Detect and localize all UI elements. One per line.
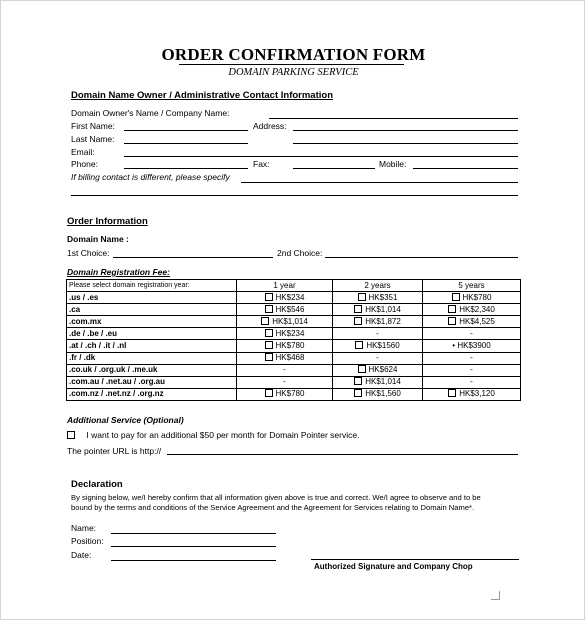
price-text: - (283, 377, 286, 387)
additional-heading: Additional Service (Optional) (67, 415, 184, 425)
price-text: - (283, 365, 286, 375)
price-checkbox[interactable] (448, 389, 456, 397)
price-text: HK$1,872 (365, 316, 401, 326)
pointer-service-text: I want to pay for an additional $50 per month for Domain Pointer service. (86, 430, 360, 440)
address-label: Address: (253, 121, 287, 131)
fees-row-domain: .de / .be / .eu (67, 328, 237, 340)
price-text: HK$2,340 (459, 304, 495, 314)
price-text: HK$1,014 (365, 377, 401, 387)
billing-contact-field-line2[interactable] (71, 195, 518, 196)
fees-row (67, 352, 521, 364)
price-text: HK$468 (275, 353, 305, 363)
price-text: HK$1,014 (272, 316, 308, 326)
fees-col-2-years: 2 years (333, 280, 423, 292)
order-heading: Order Information (67, 216, 148, 227)
fees-cell-2-years[interactable] (333, 316, 423, 328)
fees-cell-5-years (423, 340, 521, 352)
declaration-text-line1: By signing below, we/I hereby confirm that all information given above is true and correct. We/I agree to observe and to be (71, 493, 481, 502)
price-checkbox[interactable] (354, 377, 362, 385)
first-name-label: First Name: (71, 121, 115, 131)
fees-cell-2-years[interactable] (333, 388, 423, 400)
declaration-text-line2: bound by the terms and conditions of the Service Agreement and the Agreement for Services relating to Domain Name*. (71, 503, 475, 512)
price-text: - (376, 328, 379, 338)
signer-date-field[interactable] (111, 560, 276, 561)
signature-label: Authorized Signature and Company Chop (314, 562, 473, 571)
price-text: - (470, 353, 473, 363)
first-name-field[interactable] (124, 130, 248, 131)
fees-cell-5-years[interactable] (423, 316, 521, 328)
fees-cell-2-years (333, 328, 423, 340)
fees-cell-5-years (423, 376, 521, 388)
price-text: HK$234 (275, 328, 305, 338)
price-checkbox[interactable] (452, 293, 460, 301)
fees-cell-2-years[interactable] (333, 340, 423, 352)
fees-row-domain: .com.mx (67, 316, 237, 328)
price-text: - (470, 377, 473, 387)
price-checkbox[interactable] (354, 389, 362, 397)
first-choice-field[interactable] (113, 257, 273, 258)
fees-row-domain: .co.uk / .org.uk / .me.uk (67, 364, 237, 376)
fees-cell-1-year[interactable] (237, 292, 333, 304)
price-checkbox[interactable] (448, 317, 456, 325)
contact-heading: Domain Name Owner / Administrative Contact Information (71, 90, 333, 101)
fees-row-domain: .us / .es (67, 292, 237, 304)
fees-row (67, 292, 521, 304)
form-subtitle: DOMAIN PARKING SERVICE (228, 67, 359, 78)
fees-cell-1-year (237, 376, 333, 388)
fees-cell-2-years[interactable] (333, 376, 423, 388)
price-checkbox[interactable] (265, 293, 273, 301)
fees-cell-2-years (333, 352, 423, 364)
price-text: HK$3900 (457, 341, 491, 351)
billing-note: If billing contact is different, please specify (71, 172, 230, 182)
fees-cell-2-years[interactable] (333, 304, 423, 316)
fees-cell-1-year[interactable] (237, 388, 333, 400)
price-checkbox[interactable] (358, 365, 366, 373)
price-checkbox[interactable] (355, 341, 363, 349)
pointer-url-label: The pointer URL is http:// (67, 446, 162, 456)
price-checkbox[interactable] (358, 293, 366, 301)
fees-cell-5-years (423, 364, 521, 376)
price-checkbox[interactable] (265, 329, 273, 337)
phone-field[interactable] (124, 168, 248, 169)
price-text: HK$4,525 (459, 316, 495, 326)
price-text: HK$234 (275, 292, 305, 302)
second-choice-label: 2nd Choice: (277, 248, 323, 258)
phone-label: Phone: (71, 159, 98, 169)
price-checkbox[interactable] (265, 389, 273, 397)
fees-col-1-year: 1 year (237, 280, 333, 292)
fees-row-domain: .ca (67, 304, 237, 316)
price-text: HK$1560 (366, 341, 400, 351)
signer-name-label: Name: (71, 523, 97, 533)
fees-row (67, 376, 521, 388)
fees-cell-2-years[interactable] (333, 292, 423, 304)
last-name-label: Last Name: (71, 134, 115, 144)
price-text: - (376, 353, 379, 363)
fees-table (66, 279, 521, 401)
price-checkbox[interactable] (265, 305, 273, 313)
signer-position-field[interactable] (111, 546, 276, 547)
billing-contact-field[interactable] (241, 182, 518, 183)
pointer-url-field[interactable] (167, 454, 518, 455)
form-title: ORDER CONFIRMATION FORM (161, 45, 426, 64)
price-text: - (470, 365, 473, 375)
fees-col-domain: Please select domain registration year: (67, 280, 237, 292)
fees-row-domain: .at / .ch / .it / .nl (67, 340, 237, 352)
signature-field[interactable] (311, 559, 519, 560)
fees-cell-1-year[interactable] (237, 352, 333, 364)
declaration-text (71, 493, 521, 513)
domain-name-label: Domain Name : (67, 234, 129, 244)
price-text: HK$351 (368, 292, 398, 302)
fees-cell-1-year[interactable] (237, 304, 333, 316)
fees-cell-2-years[interactable] (333, 364, 423, 376)
bullet-icon: • (452, 341, 458, 351)
fees-cell-1-year (237, 364, 333, 376)
fees-row (67, 304, 521, 316)
mobile-label: Mobile: (379, 159, 407, 169)
fees-header-row (67, 280, 521, 292)
fees-cell-1-year[interactable] (237, 340, 333, 352)
title-underline (179, 64, 404, 65)
address-field[interactable] (293, 130, 518, 131)
fees-cell-5-years[interactable] (423, 292, 521, 304)
address-field-line2[interactable] (293, 143, 518, 144)
mobile-field[interactable] (413, 168, 518, 169)
fax-label: Fax: (253, 159, 270, 169)
fees-cell-1-year[interactable] (237, 328, 333, 340)
last-name-field[interactable] (124, 143, 248, 144)
signer-position-label: Position: (71, 536, 104, 546)
fax-field[interactable] (293, 168, 375, 169)
price-text: HK$780 (462, 292, 492, 302)
fees-cell-5-years (423, 328, 521, 340)
signer-date-label: Date: (71, 550, 92, 560)
price-checkbox[interactable] (265, 341, 273, 349)
fees-cell-5-years[interactable] (423, 304, 521, 316)
price-text: HK$780 (275, 341, 305, 351)
owner-name-label: Domain Owner's Name / Company Name: (71, 108, 230, 118)
price-text: HK$1,560 (365, 389, 401, 399)
fees-row (67, 364, 521, 376)
fees-row (67, 316, 521, 328)
pointer-service-option[interactable] (67, 430, 359, 440)
fees-col-5-years: 5 years (423, 280, 521, 292)
signer-name-field[interactable] (111, 533, 276, 534)
price-text: HK$780 (275, 389, 305, 399)
price-text: HK$546 (275, 304, 305, 314)
fees-row (67, 388, 521, 400)
price-checkbox[interactable] (265, 353, 273, 361)
fees-row-domain: .fr / .dk (67, 352, 237, 364)
first-choice-label: 1st Choice: (67, 248, 110, 258)
price-text: HK$624 (368, 365, 398, 375)
fees-cell-5-years (423, 352, 521, 364)
price-checkbox[interactable] (448, 305, 456, 313)
owner-name-field[interactable] (269, 118, 518, 119)
email-field[interactable] (124, 156, 518, 157)
corner-mark (491, 591, 500, 600)
fees-heading: Domain Registration Fee: (67, 267, 170, 277)
email-label: Email: (71, 147, 95, 157)
fees-row-domain: .com.nz / .net.nz / .org.nz (67, 388, 237, 400)
declaration-heading: Declaration (71, 479, 123, 490)
price-text: HK$3,120 (459, 389, 495, 399)
price-checkbox[interactable] (354, 305, 362, 313)
second-choice-field[interactable] (325, 257, 518, 258)
price-text: HK$1,014 (365, 304, 401, 314)
fees-row (67, 328, 521, 340)
pointer-service-checkbox[interactable] (67, 431, 75, 439)
price-checkbox[interactable] (261, 317, 269, 325)
fees-row-domain: .com.au / .net.au / .org.au (67, 376, 237, 388)
price-text: - (470, 328, 473, 338)
fees-row (67, 340, 521, 352)
fees-cell-5-years[interactable] (423, 388, 521, 400)
fees-cell-1-year[interactable] (237, 316, 333, 328)
price-checkbox[interactable] (354, 317, 362, 325)
